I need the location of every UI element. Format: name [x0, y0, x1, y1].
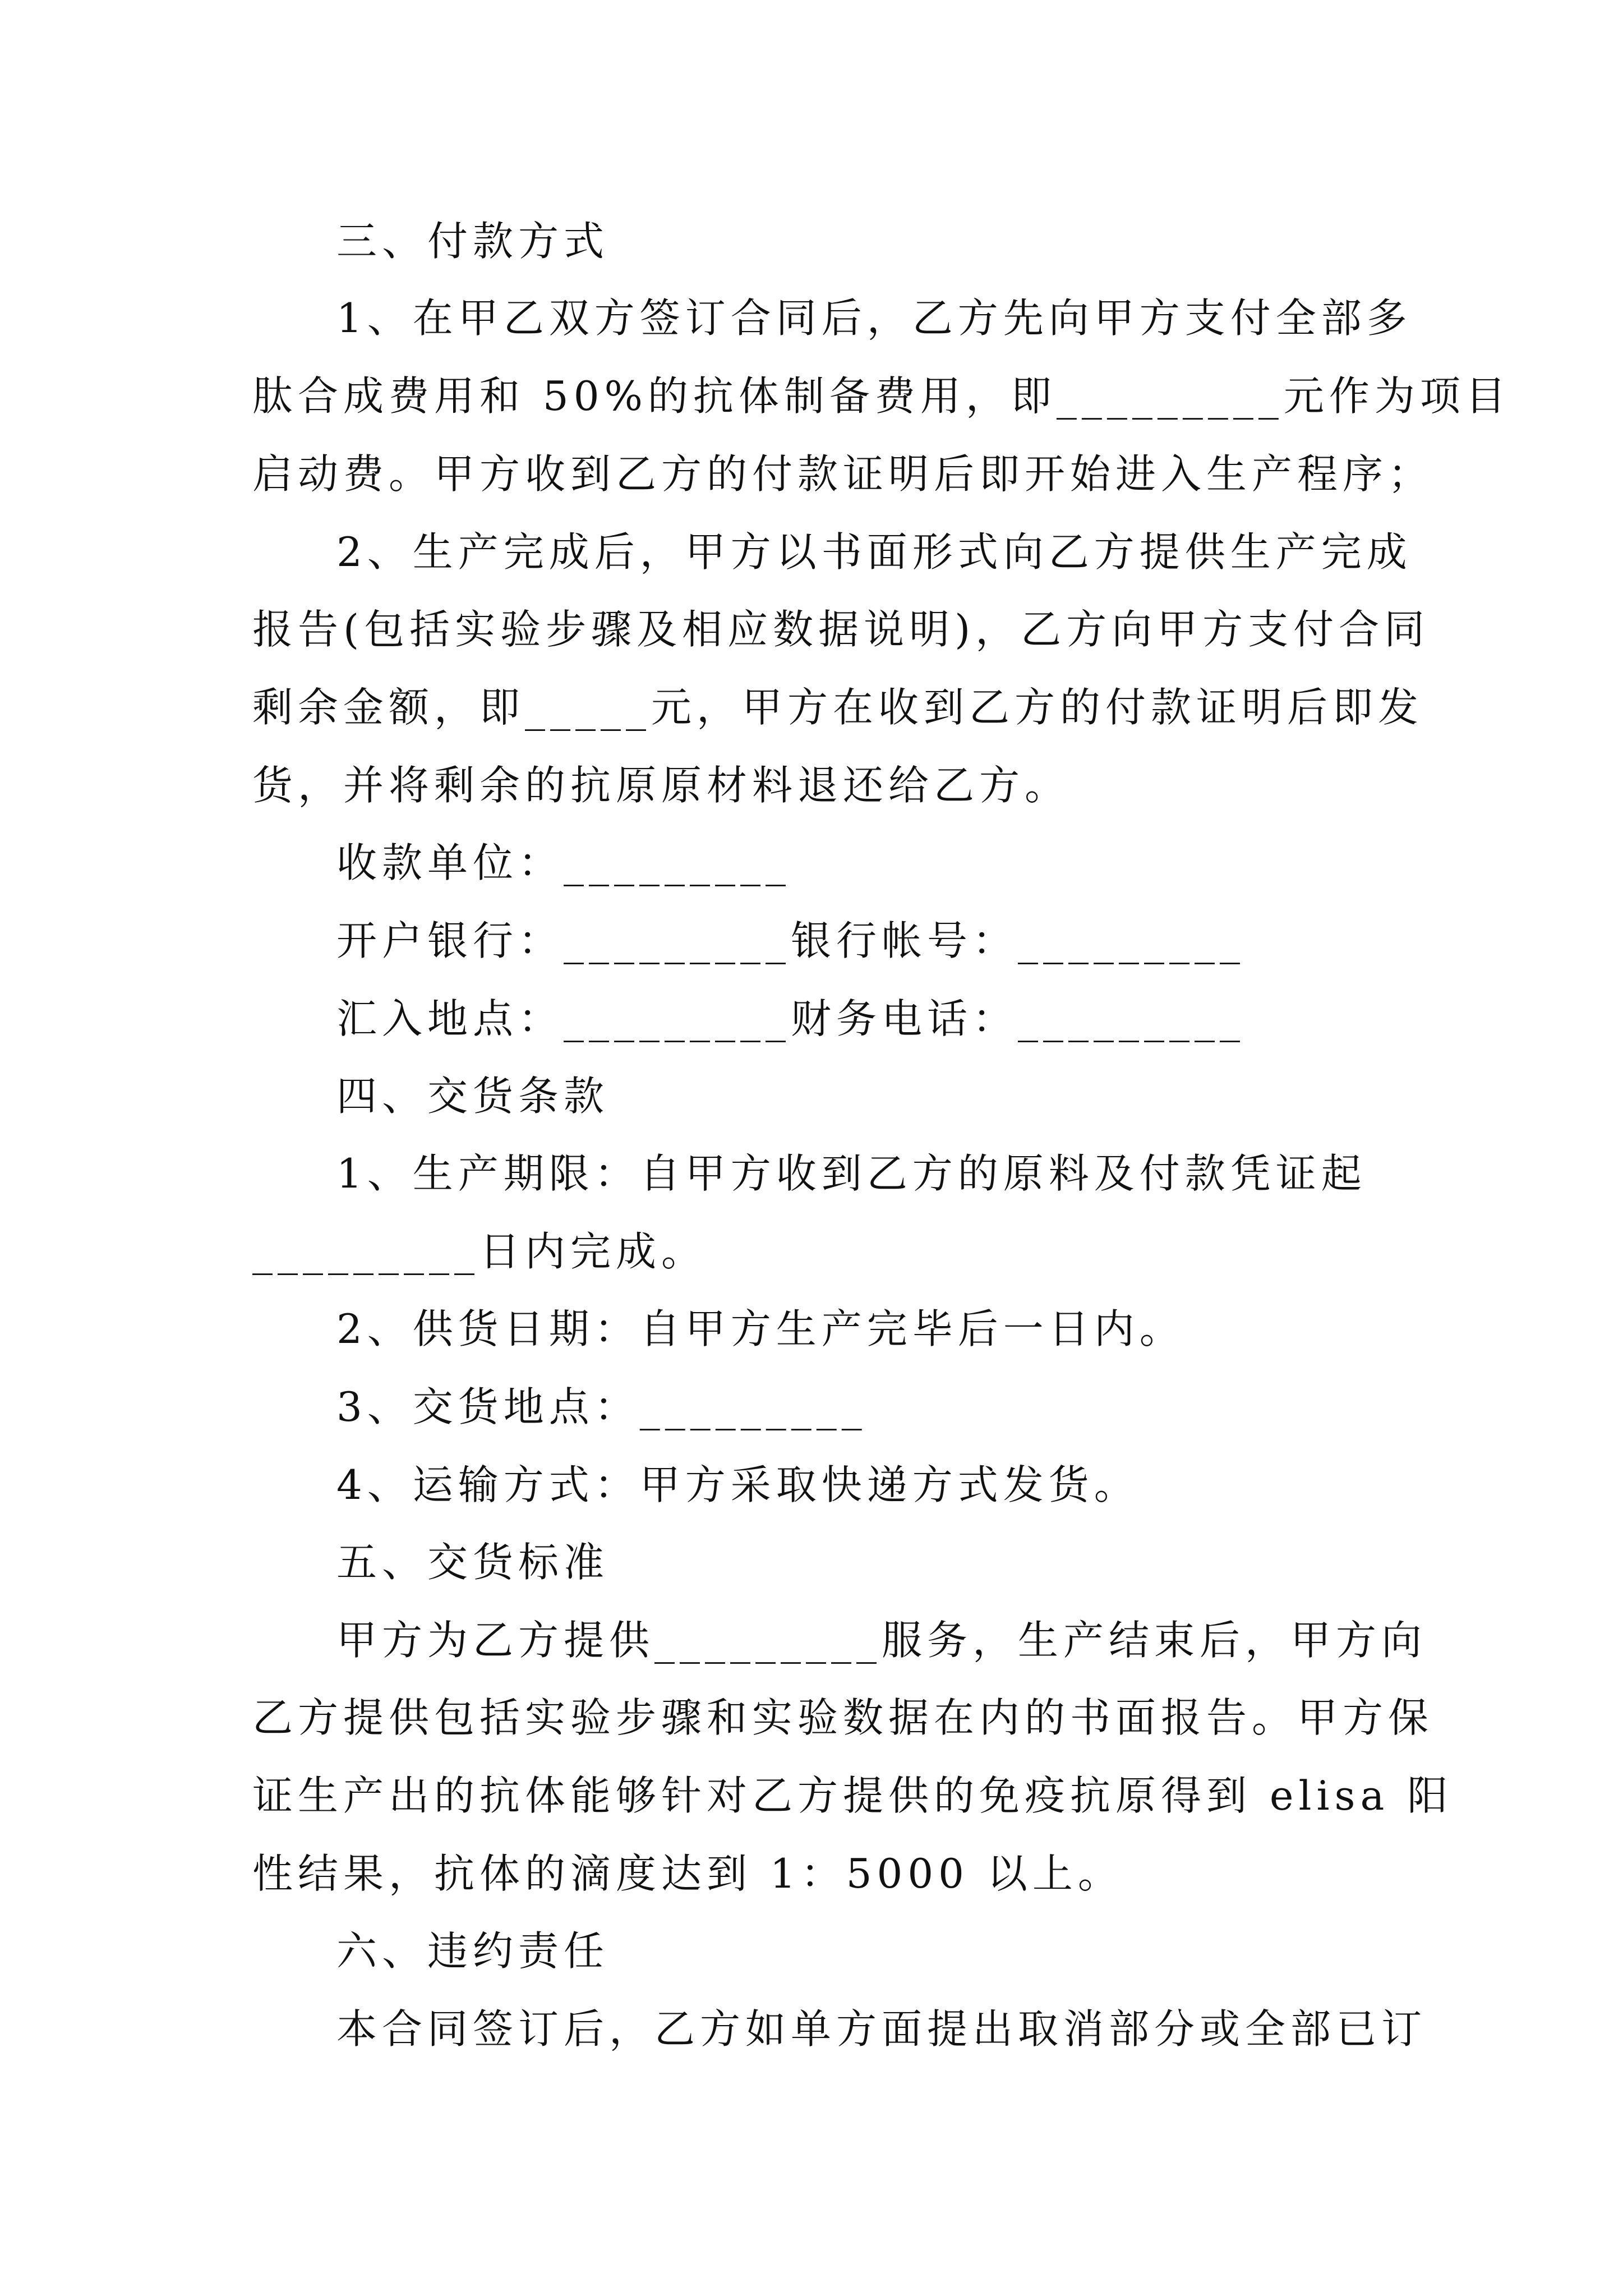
paragraph-line: 启动费。甲方收到乙方的付款证明后即开始进入生产程序； — [252, 450, 1434, 498]
delivery-location-field-line: 3、交货地点：_________ — [336, 1383, 867, 1430]
heading-delivery-standard: 五、交货标准 — [336, 1539, 610, 1586]
paragraph-line: 甲方为乙方提供_________服务，生产结束后，甲方向 — [336, 1617, 1427, 1664]
heading-payment-method: 三、付款方式 — [336, 218, 610, 265]
paragraph-line: _________日内完成。 — [252, 1228, 707, 1275]
paragraph-line: 剩余金额，即_____元，甲方在收到乙方的付款证明后即发 — [252, 684, 1424, 731]
paragraph-line: 1、在甲乙双方签订合同后，乙方先向甲方支付全部多 — [336, 295, 1412, 342]
paragraph-line: 乙方提供包括实验步骤和实验数据在内的书面报告。甲方保 — [252, 1694, 1434, 1741]
paragraph-line: 2、供货日期：自甲方生产完毕后一日内。 — [336, 1305, 1185, 1352]
paragraph-line: 肽合成费用和 50%的抗体制备费用，即_________元作为项目 — [252, 372, 1511, 420]
paragraph-line: 性结果，抗体的滴度达到 1：5000 以上。 — [252, 1850, 1123, 1897]
paragraph-line: 货，并将剩余的抗原原材料退还给乙方。 — [252, 762, 1071, 809]
paragraph-line: 2、生产完成后，甲方以书面形式向乙方提供生产完成 — [336, 528, 1412, 576]
paragraph-line: 报告(包括实验步骤及相应数据说明)，乙方向甲方支付合同 — [252, 606, 1430, 653]
paragraph-line: 4、运输方式：甲方采取快递方式发货。 — [336, 1461, 1140, 1508]
paragraph-line: 1、生产期限：自甲方收到乙方的原料及付款凭证起 — [336, 1150, 1367, 1197]
paragraph-line: 证生产出的抗体能够针对乙方提供的免疫抗原得到 elisa 阳 — [252, 1772, 1453, 1819]
heading-liability: 六、违约责任 — [336, 1927, 610, 1975]
payee-field-line: 收款单位：_________ — [336, 839, 791, 886]
heading-delivery-terms: 四、交货条款 — [336, 1073, 610, 1120]
remit-location-field-line: 汇入地点：_________财务电话：_________ — [336, 995, 1246, 1042]
bank-account-field-line: 开户银行：_________银行帐号：_________ — [336, 917, 1246, 964]
paragraph-line: 本合同签订后，乙方如单方面提出取消部分或全部已订 — [336, 2005, 1427, 2053]
